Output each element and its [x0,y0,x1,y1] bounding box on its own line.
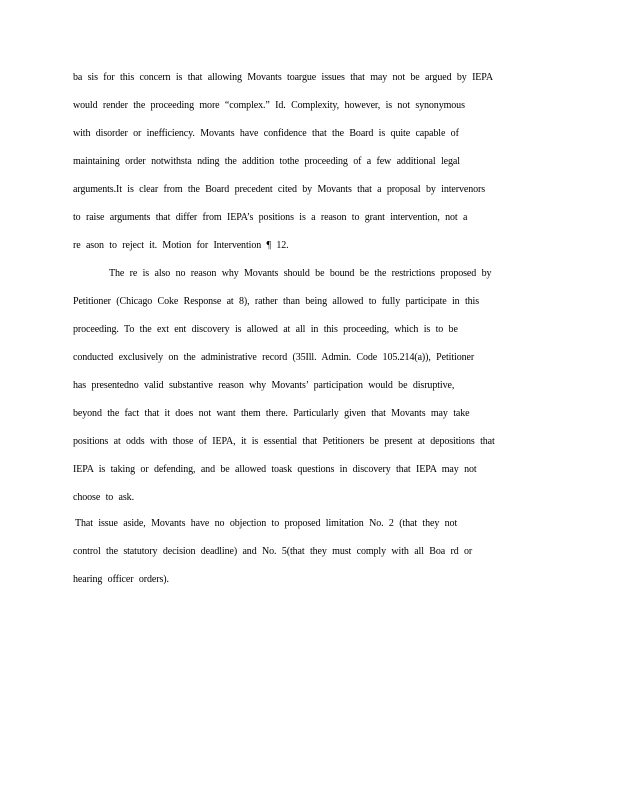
text-line-16: choose to ask. [73,492,134,503]
text-line-2: would render the proceeding more “complex.” Id. Complexity, however, is not synonymous [73,100,465,111]
text-line-7: re ason to reject it. Motion for Intervention ¶ 12. [73,240,289,251]
text-line-17: That issue aside, Movants have no objection to proposed limitation No. 2 (that they not [75,518,458,529]
text-line-8: The re is also no reason why Movants should be bound be the restrictions proposed by [109,268,492,279]
text-line-3: with disorder or inefficiency. Movants have confidence that the Board is quite capable of [73,128,459,139]
text-line-12: has presentedno valid substantive reason why Movants’ participation would be disruptive, [73,380,455,391]
text-line-18: control the statutory decision deadline) and No. 5(that they must comply with all Boa rd or [73,546,473,557]
text-line-1: ba sis for this concern is that allowing Movants toargue issues that may not be argued by IEPA [73,72,493,83]
text-line-14: positions at odds with those of IEPA, it is essential that Petitioners be present at depositions that [73,436,495,447]
text-line-6: to raise arguments that differ from IEPA’s positions is a reason to grant intervention, not a [73,212,468,223]
text-line-9: Petitioner (Chicago Coke Response at 8), rather than being allowed to fully participate in this [73,296,480,307]
text-line-15: IEPA is taking or defending, and be allowed toask questions in discovery that IEPA may not [73,464,477,475]
text-line-10: proceeding. To the ext ent discovery is allowed at all in this proceeding, which is to be [73,324,458,335]
text-line-19: hearing officer orders). [73,574,169,585]
text-line-11: conducted exclusively on the administrative record (35Ill. Admin. Code 105.214(a)), Petitioner [73,352,475,363]
text-line-5: arguments.It is clear from the Board precedent cited by Movants that a proposal by intervenors [73,184,486,195]
text-line-13: beyond the fact that it does not want them there. Particularly given that Movants may take [73,408,470,419]
text-line-4: maintaining order notwithsta nding the addition tothe proceeding of a few additional legal [73,156,460,167]
